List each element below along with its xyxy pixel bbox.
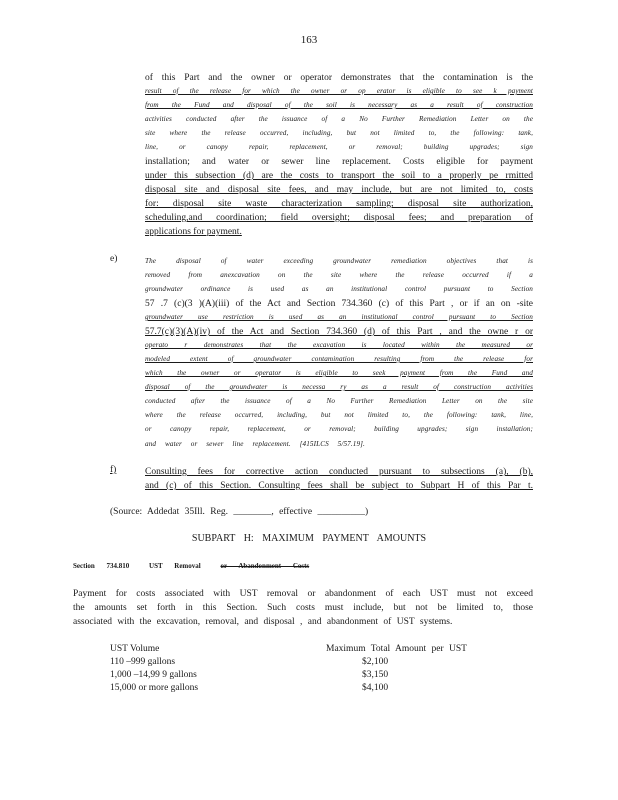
para-e-line: operato r demonstrates that the excavation is located within the measured or (145, 341, 533, 349)
section-number: Section 734.810 (73, 562, 130, 570)
table-row-volume: 15,000 or more gallons (110, 683, 199, 693)
para-e-line: and water or sewer line replacement. [415ILCS 5/57.19]. (145, 440, 365, 448)
section-heading (73, 562, 309, 570)
table-header-amount: Maximum Total Amount per UST (326, 644, 467, 654)
table-row-amount: $2,100 (362, 657, 389, 667)
para-d-line: disposal site and disposal site fees, and may include, but are not limited to, costs (145, 185, 533, 195)
table-row-amount: $3,150 (362, 670, 389, 680)
subpart-heading: SUBPART H: MAXIMUM PAYMENT AMOUNTS (191, 533, 427, 544)
table-row-volume: 1,000 –14,99 9 gallons (110, 670, 197, 680)
page-number: 163 (300, 34, 318, 46)
payment-line: Payment for costs associated with UST removal or abandonment of each UST must not exceed (73, 589, 533, 599)
para-e-line: conducted after the issuance of a No Further Remediation Letter on the site (145, 397, 533, 405)
table-row-volume: 110 –999 gallons (110, 657, 176, 667)
para-d-line: scheduling,and coordination; field oversight; disposal fees; and preparation of (145, 213, 533, 223)
source-note: (Source: Addedat 35Ill. Reg. ________, effective __________) (110, 507, 369, 517)
para-d-line: installation; and water or sewer line replacement. Costs eligible for payment (145, 157, 533, 167)
payment-line: associated with the excavation, removal, and disposal , and abandonment of UST systems. (73, 617, 453, 627)
para-f-line: Consulting fees for corrective action conducted pursuant to subsections (a), (b), (145, 467, 533, 477)
para-d-line: activities conducted after the issuance of a No Further Remediation Letter on the (145, 115, 533, 123)
para-d-line: for: disposal site waste characterization sampling; disposal site authorization, (145, 199, 533, 209)
para-e-line: removed from anexcavation on the site where the release occurred if a (145, 271, 533, 279)
para-d-line: of this Part and the owner or operator demonstrates that the contamination is the (145, 73, 533, 83)
para-e-line: 57 .7 (c)(3 )(A)(iii) of the Act and Section 734.360 (c) of this Part , or if an on -site (145, 299, 533, 309)
section-title: UST Removal (149, 562, 201, 570)
para-e-line: groundwater use restriction is used as an institutional control pursuant to Section (145, 313, 533, 321)
section-title-struck: or Abandonment Costs (220, 562, 310, 570)
para-e-line: or canopy repair, replacement, or removal; building upgrades; sign installation; (145, 425, 533, 433)
table-header-volume: UST Volume (110, 644, 160, 654)
para-e-line: disposal of the groundwater is necessa ry as a result of construction activities (145, 383, 533, 391)
para-d-line: from the Fund and disposal of the soil is necessary as a result of construction (145, 101, 533, 109)
para-d-line: line, or canopy repair, replacement, or removal; building upgrades; sign (145, 143, 533, 151)
para-f-line: and (c) of this Section. Consulting fees shall be subject to Subpart H of this Par t. (145, 481, 533, 491)
para-d-line: under this subsection (d) are the costs to transport the soil to a properly pe rmitted (145, 171, 533, 181)
para-e-line: The disposal of water exceeding groundwater remediation objectives that is (145, 257, 533, 265)
para-f-label: f) (110, 465, 117, 475)
table-row-amount: $4,100 (362, 683, 389, 693)
para-d-line: site where the release occurred, including, but not limited to, the following: tank, (145, 129, 533, 137)
para-d-line: applications for payment. (145, 227, 242, 237)
para-e-line: modeled extent of groundwater contamination resulting from the release for (145, 355, 533, 363)
para-e-line: which the owner or operator is eligible to seek payment from the Fund and (145, 369, 533, 377)
para-e-line: where the release occurred, including, but not limited to, the following: tank, line, (145, 411, 533, 419)
para-e-line: 57.7(c)(3)(A)(iv) of the Act and Section 734.360 (d) of this Part , and the owne r or (145, 327, 533, 337)
para-e-line: groundwater ordinance is used as an institutional control pursuant to Section (145, 285, 533, 293)
para-e-label: e) (110, 254, 118, 264)
para-d-line: result of the release for which the owner or op erator is eligible to see k payment (145, 87, 533, 95)
payment-line: the amounts set forth in this Section. Such costs must include, but not be limited to, those (73, 603, 533, 613)
